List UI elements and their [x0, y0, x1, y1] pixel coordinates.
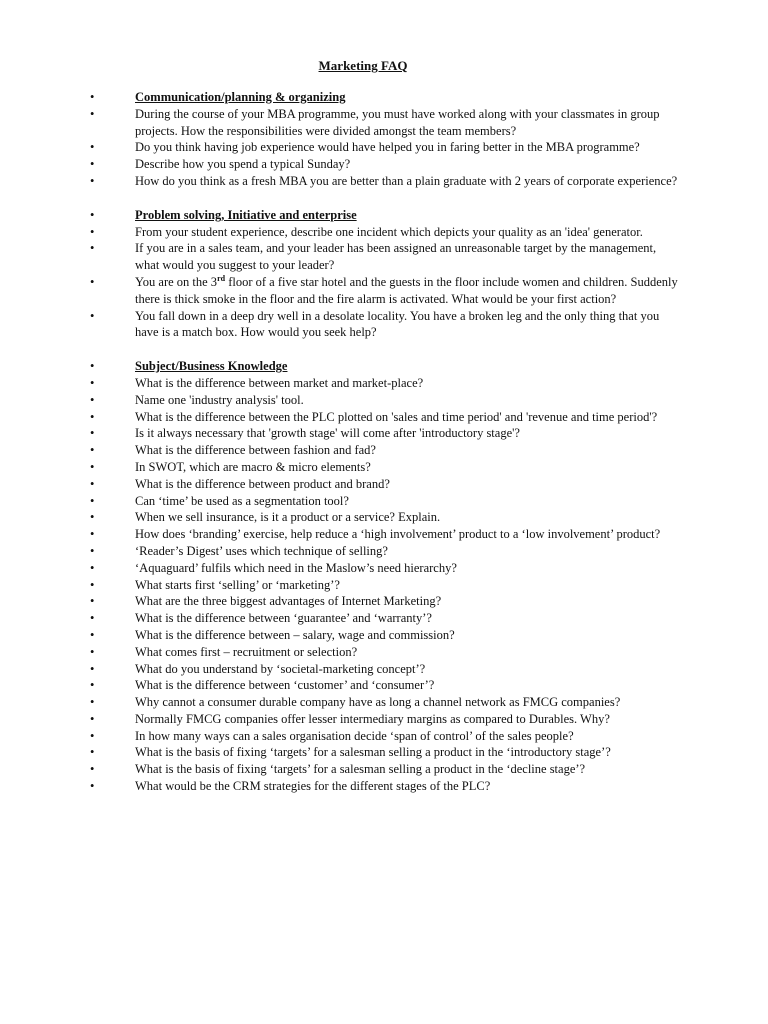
question-text: Can ‘time’ be used as a segmentation tool?	[135, 493, 349, 508]
section-heading-text: Subject/Business Knowledge	[135, 359, 288, 374]
bullet-icon: •	[90, 157, 95, 172]
bullet-icon: •	[90, 728, 95, 743]
list-item	[90, 560, 680, 577]
list-item	[90, 476, 680, 493]
list-item	[90, 728, 680, 745]
list-item	[90, 392, 680, 409]
bullet-icon: •	[90, 173, 95, 188]
question-text: What starts first ‘selling’ or ‘marketing’?	[135, 577, 340, 592]
list-item	[90, 308, 680, 342]
bullet-icon: •	[90, 207, 95, 222]
list-item	[90, 593, 680, 610]
bullet-icon: •	[90, 510, 95, 525]
question-text: Is it always necessary that 'growth stage' will come after 'introductory stage'?	[135, 426, 520, 441]
question-text: Name one 'industry analysis' tool.	[135, 392, 304, 407]
list-item	[90, 661, 680, 678]
list-item	[90, 173, 680, 190]
question-text: What are the three biggest advantages of Internet Marketing?	[135, 594, 442, 609]
question-text: In SWOT, which are macro & micro elements?	[135, 459, 371, 474]
bullet-icon: •	[90, 392, 95, 407]
bullet-icon: •	[90, 409, 95, 424]
faq-section	[90, 358, 680, 795]
list-item	[90, 425, 680, 442]
list-item	[90, 493, 680, 510]
list-item	[90, 610, 680, 627]
list-item	[90, 761, 680, 778]
bullet-icon: •	[90, 779, 95, 794]
bullet-icon: •	[90, 493, 95, 508]
bullet-icon: •	[90, 745, 95, 760]
question-text: floor of a five star hotel and the guests in the floor include women and children. Suddenly there is thick smoke in the floor and the fire alarm is activated. What would be your first action?	[135, 274, 678, 306]
question-text: How do you think as a fresh MBA you are better than a plain graduate with 2 years of corporate experience?	[135, 173, 678, 188]
bullet-icon: •	[90, 762, 95, 777]
section-heading-text: Problem solving, Initiative and enterprise	[135, 207, 357, 222]
bullet-icon: •	[90, 678, 95, 693]
list-item	[90, 644, 680, 661]
question-text: In how many ways can a sales organisation decide ‘span of control’ of the sales people?	[135, 728, 574, 743]
ordinal-superscript: rd	[217, 273, 226, 283]
list-item	[90, 543, 680, 560]
list-item	[90, 694, 680, 711]
page-title: Marketing FAQ	[318, 58, 408, 73]
question-text: You are on the 3	[135, 274, 218, 289]
bullet-icon: •	[90, 661, 95, 676]
question-text: How does ‘branding’ exercise, help reduce a ‘high involvement’ product to a ‘low involvement’ product?	[135, 527, 661, 542]
bullet-icon: •	[90, 577, 95, 592]
bullet-icon: •	[90, 90, 95, 104]
list-item	[90, 274, 680, 308]
question-text: During the course of your MBA programme, you must have worked along with your classmates in group projects. How the responsibilities were divided amongst the team members?	[135, 106, 660, 138]
section-heading	[90, 207, 680, 224]
bullet-icon: •	[90, 543, 95, 558]
question-text: What is the difference between ‘customer’ and ‘consumer’?	[135, 678, 435, 693]
list-item	[90, 778, 680, 795]
bullet-icon: •	[90, 274, 95, 289]
question-text: If you are in a sales team, and your leader has been assigned an unreasonable target by the management, what would you suggest to your leader?	[135, 241, 657, 273]
question-text: What is the basis of fixing ‘targets’ for a salesman selling a product in the ‘introductory stage’?	[135, 745, 611, 760]
list-item	[90, 409, 680, 426]
bullet-icon: •	[90, 611, 95, 626]
document-body	[90, 89, 680, 812]
bullet-icon: •	[90, 594, 95, 609]
bullet-icon: •	[90, 695, 95, 710]
bullet-icon: •	[90, 527, 95, 542]
section-heading	[90, 89, 680, 106]
bullet-icon: •	[90, 644, 95, 659]
list-item	[90, 375, 680, 392]
question-text: Normally FMCG companies offer lesser intermediary margins as compared to Durables. Why?	[135, 711, 610, 726]
list-item	[90, 526, 680, 543]
question-text: What is the difference between market and market-place?	[135, 375, 424, 390]
list-item	[90, 139, 680, 156]
question-text: What would be the CRM strategies for the different stages of the PLC?	[135, 779, 491, 794]
list-item	[90, 240, 680, 274]
question-text: What is the difference between fashion and fad?	[135, 443, 376, 458]
question-text: From your student experience, describe one incident which depicts your quality as an 'idea' generator.	[135, 224, 643, 239]
bullet-icon: •	[90, 375, 95, 390]
section-heading-text: Communication/planning & organizing	[135, 90, 346, 104]
list-item	[90, 577, 680, 594]
bullet-icon: •	[90, 308, 95, 323]
bullet-icon: •	[90, 560, 95, 575]
question-text: Describe how you spend a typical Sunday?	[135, 157, 351, 172]
list-item	[90, 711, 680, 728]
question-text: ‘Aquaguard’ fulfils which need in the Maslow’s need hierarchy?	[135, 560, 457, 575]
question-text: What is the difference between product and brand?	[135, 476, 390, 491]
bullet-icon: •	[90, 426, 95, 441]
question-text: What is the difference between – salary, wage and commission?	[135, 627, 455, 642]
bullet-icon: •	[90, 711, 95, 726]
list-item	[90, 459, 680, 476]
question-text: What is the difference between ‘guarantee’ and ‘warranty’?	[135, 611, 432, 626]
list-item	[90, 156, 680, 173]
question-text: ‘Reader’s Digest’ uses which technique of selling?	[135, 543, 388, 558]
question-text: When we sell insurance, is it a product or a service? Explain.	[135, 510, 441, 525]
list-item	[90, 627, 680, 644]
bullet-icon: •	[90, 476, 95, 491]
bullet-icon: •	[90, 241, 95, 256]
list-item	[90, 677, 680, 694]
list-item	[90, 442, 680, 459]
list-item	[90, 224, 680, 241]
faq-section	[90, 207, 680, 341]
question-text: Do you think having job experience would have helped you in faring better in the MBA programme?	[135, 140, 640, 155]
bullet-icon: •	[90, 443, 95, 458]
bullet-icon: •	[90, 140, 95, 155]
faq-section	[90, 89, 680, 190]
question-text: What do you understand by ‘societal-marketing concept’?	[135, 661, 426, 676]
question-text: What comes first – recruitment or selection?	[135, 644, 358, 659]
question-text: Why cannot a consumer durable company have as long a channel network as FMCG companies?	[135, 695, 621, 710]
bullet-icon: •	[90, 224, 95, 239]
bullet-icon: •	[90, 459, 95, 474]
list-item	[90, 509, 680, 526]
list-item	[90, 106, 680, 140]
question-text: What is the basis of fixing ‘targets’ for a salesman selling a product in the ‘decline stage’?	[135, 762, 586, 777]
list-item	[90, 744, 680, 761]
section-heading	[90, 358, 680, 375]
question-text: You fall down in a deep dry well in a desolate locality. You have a broken leg and the only thing that you have is a match box. How would you seek help?	[135, 308, 660, 340]
bullet-icon: •	[90, 106, 95, 121]
question-text: What is the difference between the PLC plotted on 'sales and time period' and 'revenue and time period'?	[135, 409, 658, 424]
bullet-icon: •	[90, 627, 95, 642]
bullet-icon: •	[90, 359, 95, 374]
